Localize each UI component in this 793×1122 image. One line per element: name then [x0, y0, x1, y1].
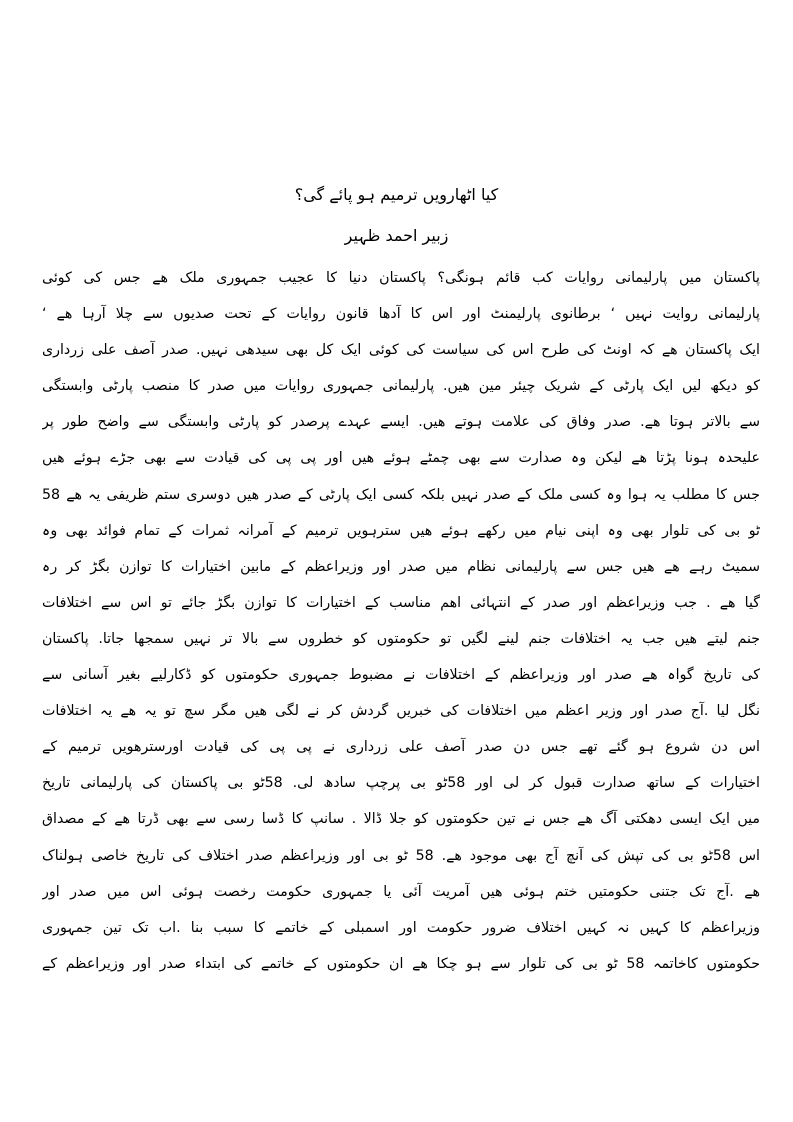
- body-line: اس 58ٹو بی کی تپش کی آنچ آج بھی موجود ھے. 58 ٹو بی اور وزیراعظم صدر اختلاف کی تاریخ خاصی ہولناک: [42, 847, 760, 864]
- body-line: جس کا مطلب یہ ہوا وہ کسی ملک کے صدر نہیں بلکہ کسی ایک پارٹی کے صدر ھیں دوسری ستم ظریفی یہ ھے 58: [42, 486, 760, 503]
- body-line: کی تاریخ گواہ ھے صدر اور وزیراعظم کے اختلافات نے مضبوط جمہوری حکومتوں کو ڈکارلیے بغیر آسانی سے: [42, 667, 760, 684]
- body-line: نگل لیا .آج صدر اور وزیر اعظم میں اختلافات کی خبریں گردش کر نے لگی ھیں مگر سچ تو یہ ھے یہ اختلافات: [42, 703, 760, 720]
- article-author: زبیر احمد ظہیر: [344, 226, 449, 245]
- body-line: علیحدہ ہونا پڑتا ھے لیکن وہ صدارت سے بھی چمٹے ہوئے ھیں اور پی پی کی قیادت سے بھی جڑے ہوئے ھیں: [42, 450, 760, 467]
- body-line: اس دن شروع ہو گئے تھے جس دن صدر آصف علی زرداری نے پی پی کی قیادت اورسترھویں ترمیم کے: [42, 739, 760, 756]
- body-line: پاکستان میں پارلیمانی روایات کب قائم ہونگی؟ پاکستان دنیا کا عجیب جمہوری ملک ھے جس کی کوئی: [42, 270, 760, 286]
- body-line: گیا ھے . جب وزیراعظم اور صدر کے انتہائی اھم مناسب کے اختیارات کا توازن بگڑ جائے تو اس سے اختلافات: [42, 594, 760, 611]
- body-line: حکومتوں کاخاتمہ 58 ٹو بی کی تلوار سے ہو چکا ھے ان حکومتوں کے خاتمے کی ابتداء صدر اور وزیراعظم کے: [42, 955, 760, 972]
- body-line: ھے .آج تک جتنی حکومتیں ختم ہوئی ھیں آمریت آئی یا جمہوری حکومت رخصت ہوئی اس میں صدر اور: [42, 883, 760, 900]
- body-line: وزیراعظم کا کہیں نہ کہیں اختلاف ضرور حکومت اور اسمبلی کے خاتمے کا سبب بنا .اب تک تین جمہوری: [42, 919, 760, 936]
- body-line: سے بالاتر ہوتا ھے. صدر وفاق کی علامت ہوتے ھیں. ایسے عہدے پرصدر کو پارٹی وابستگی سے واضح طور پر: [42, 414, 760, 431]
- body-line: ایک پاکستان ھے کہ اونٹ کی طرح اس کی سیاست کی کوئی ایک کل بھی سیدھی نہیں. صدر آصف علی زرداری: [42, 342, 760, 359]
- article-body: [42, 260, 760, 982]
- body-line: جنم لیتے ھیں جب یہ اختلافات جنم لینے لگیں تو حکومتوں کو خطروں سے بالا تر نہیں سمجھا جاتا. پاکستان: [42, 630, 760, 647]
- body-line: پارلیمانی روایت نہیں ‘ برطانوی پارلیمنٹ اور اس کا آدھا قانون روایات کے تحت صدیوں سے چلا آرہا ھے ‘: [42, 306, 760, 323]
- body-line: میں ایک ایسی دھکتی آگ ھے جس نے تین حکومتوں کو جلا ڈالا . سانپ کا ڈسا رسی سے بھی ڈرتا ھے کے مصداق: [42, 811, 760, 828]
- article-title: کیا اٹھارویں ترمیم ہو پائے گی؟: [294, 185, 499, 204]
- body-line: اختیارات کے ساتھ صدارت قبول کر لی اور 58ٹو بی پرچپ سادھ لی. 58ٹو بی پاکستان کی پارلیمانی تاریخ: [42, 775, 760, 792]
- body-line: کو دیکھ لیں ایک پارٹی کے شریک چیئر مین ھیں. پارلیمانی جمہوری روایات میں صدر کا منصب پارٹی وابستگی: [42, 378, 760, 395]
- body-line: ٹو بی کی تلوار بھی وہ اپنی نیام میں رکھے ہوئے ھیں سترہویں ترمیم کے آمرانہ ثمرات کے تمام فوائد بھی وہ: [42, 522, 760, 539]
- body-line: سمیٹ رہے ھے ھیں جس سے پارلیمانی نظام میں صدر اور وزیراعظم کے مابین اختیارات کا توازن بگڑ کر رہ: [42, 558, 760, 575]
